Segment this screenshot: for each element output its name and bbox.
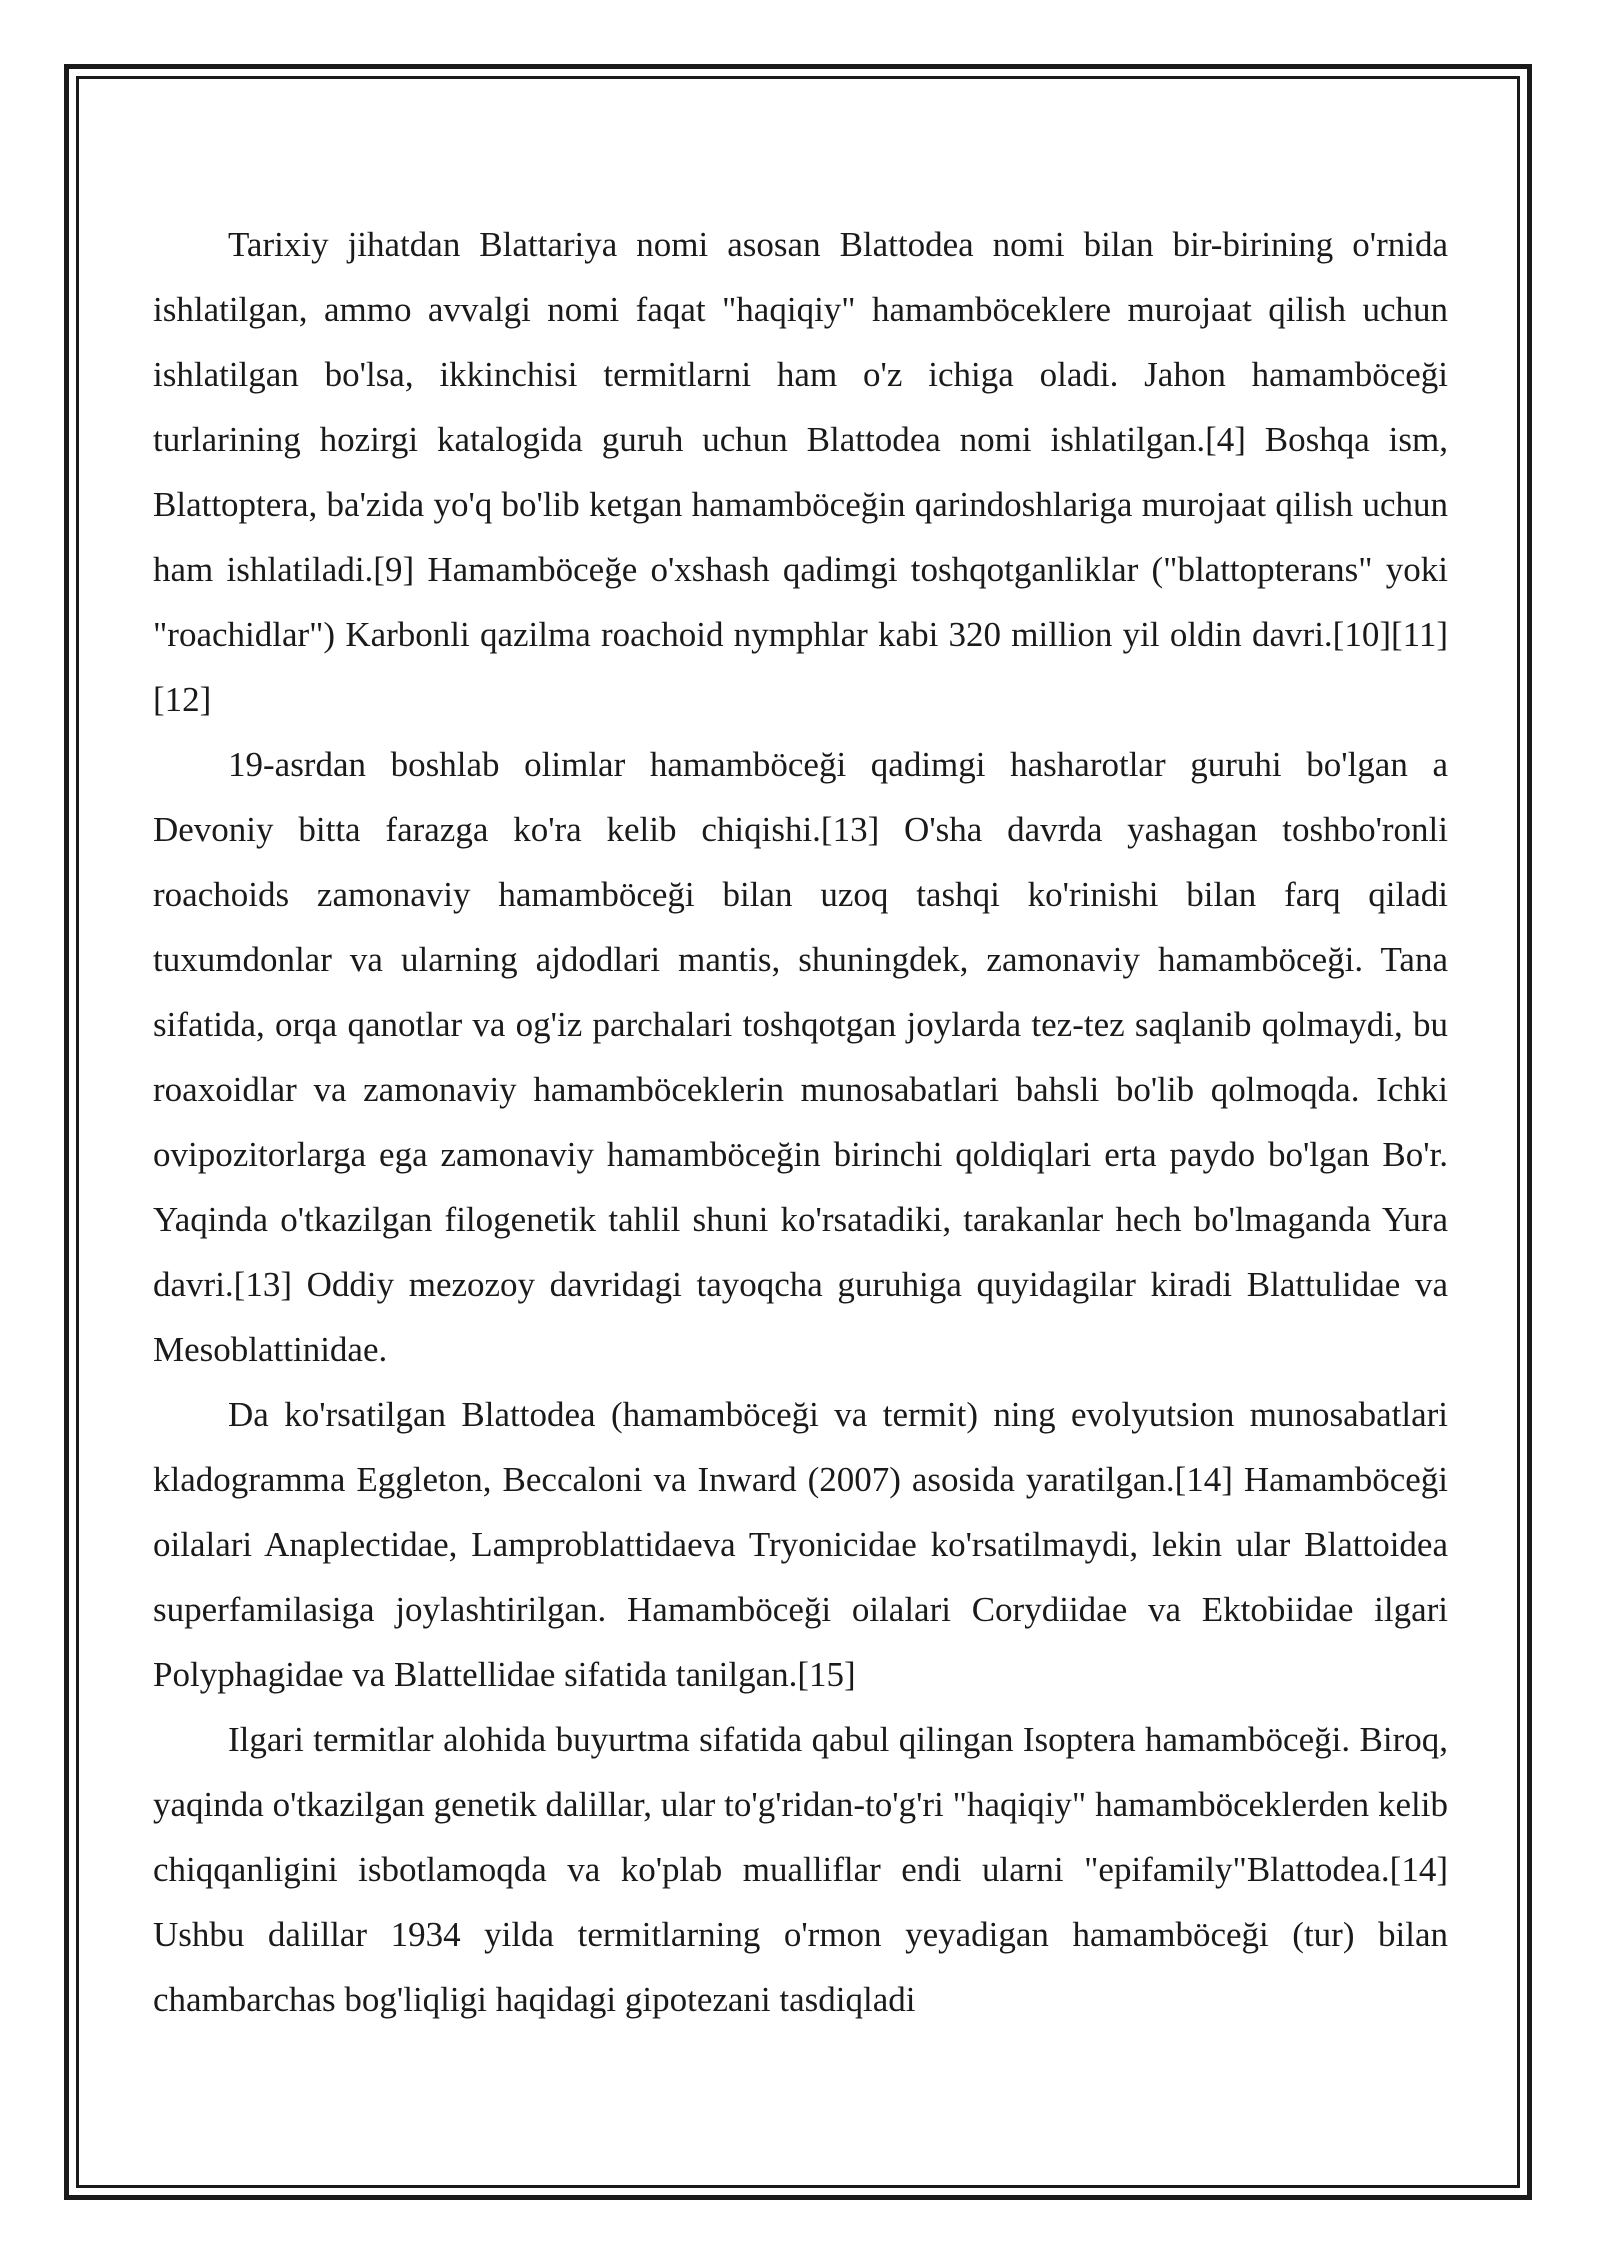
paragraph-1: Tarixiy jihatdan Blattariya nomi asosan Blattodea nomi bilan bir-birining o'rnida ishlatilgan, ammo avvalgi nomi faqat "haqiqiy" hamamböceklere murojaat qilish uchun ishlatilgan bo'lsa, ikkinchisi termitlarni ham o'z ichiga oladi. Jahon hamamböceği turlarining hozirgi katalogida guruh uchun Blattodea nomi ishlatilgan.[4] Boshqa ism, Blattoptera, ba'zida yo'q bo'lib ketgan hamamböceğin qarindoshlariga murojaat qilish uchun ham ishlatiladi.[9] Hamamböceğe o'xshash qadimgi toshqotganliklar ("blattopterans" yoki "roachidlar") Karbonli qazilma roachoid nymphlar kabi 320 million yil oldin davri.[10][11][12] (153, 225, 1448, 719)
paragraph-4: Ilgari termitlar alohida buyurtma sifatida qabul qilingan Isoptera hamamböceği. Biroq, yaqinda o'tkazilgan genetik dalillar, ular to'g'ridan-to'g'ri "haqiqiy" hamamböceklerden kelib chiqqanligini isbotlamoqda va ko'plab mualliflar endi ularni "epifamily"Blattodea.[14] Ushbu dalillar 1934 yilda termitlarning o'rmon yeyadigan hamamböceği (tur) bilan chambarchas bog'liqligi haqidagi gipotezani tasdiqladi (153, 1720, 1448, 2019)
paragraph-3: Da ko'rsatilgan Blattodea (hamamböceği va termit) ning evolyutsion munosabatlari kladogramma Eggleton, Beccaloni va Inward (2007) asosida yaratilgan.[14] Hamamböceği oilalari Anaplectidae, Lamproblattidaeva Tryonicidae ko'rsatilmaydi, lekin ular Blattoidea superfamilasiga joylashtirilgan. Hamamböceği oilalari Corydiidae va Ektobiidae ilgari Polyphagidae va Blattellidae sifatida tanilgan.[15] (153, 1395, 1448, 1694)
paragraph-2: 19-asrdan boshlab olimlar hamamböceği qadimgi hasharotlar guruhi bo'lgan a Devoniy bitta farazga ko'ra kelib chiqishi.[13] O'sha davrda yashagan toshbo'ronli roachoids zamonaviy hamamböceği bilan uzoq tashqi ko'rinishi bilan farq qiladi tuxumdonlar va ularning ajdodlari mantis, shuningdek, zamonaviy hamamböceği. Tana sifatida, orqa qanotlar va og'iz parchalari toshqotgan joylarda tez-tez saqlanib qolmaydi, bu roaxoidlar va zamonaviy hamamböceklerin munosabatlari bahsli bo'lib qolmoqda. Ichki ovipozitorlarga ega zamonaviy hamamböceğin birinchi qoldiqlari erta paydo bo'lgan Bo'r. Yaqinda o'tkazilgan filogenetik tahlil shuni ko'rsatadiki, tarakanlar hech bo'lmaganda Yura davri.[13] Oddiy mezozoy davridagi tayoqcha guruhiga quyidagilar kiradi Blattulidae va Mesoblattinidae. (153, 745, 1448, 1369)
document-body (153, 212, 1448, 2032)
